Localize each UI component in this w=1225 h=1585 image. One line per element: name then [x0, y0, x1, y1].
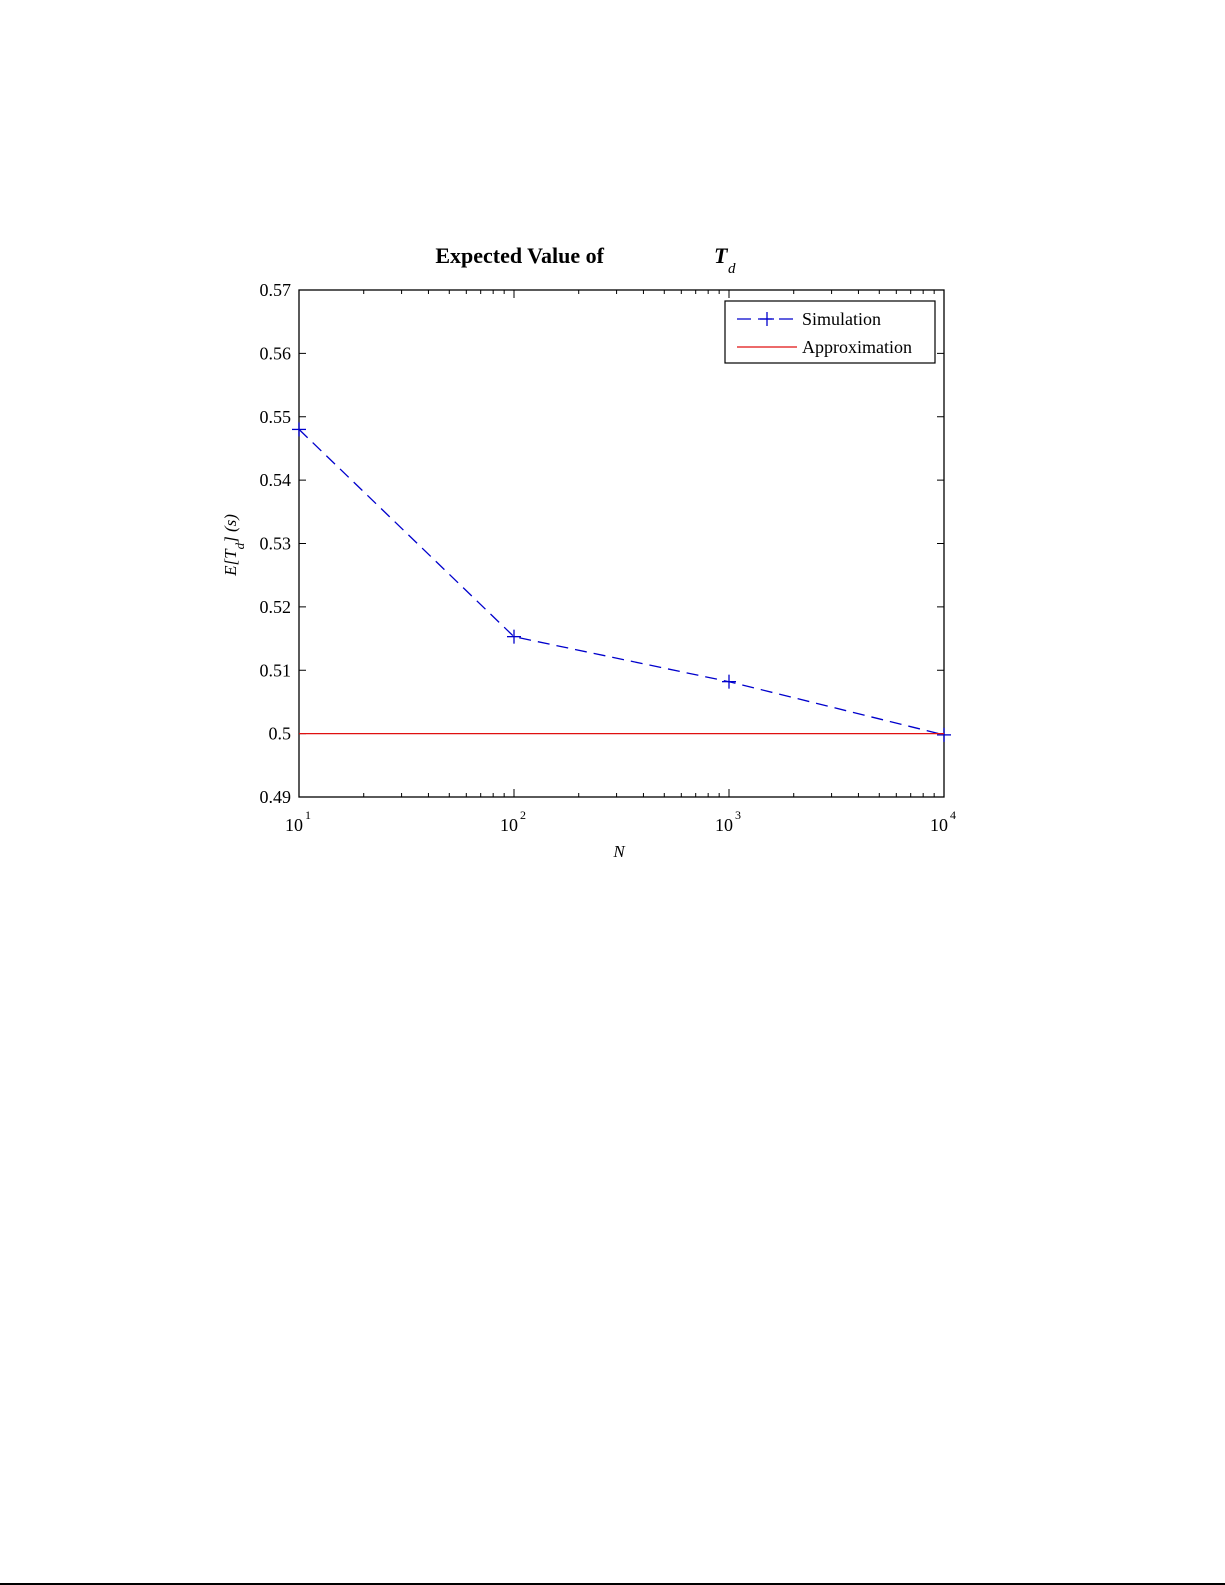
y-tick-label: 0.54 — [259, 470, 291, 491]
legend-label-approximation: Approximation — [802, 337, 912, 357]
plot-frame — [299, 290, 944, 797]
x-tick-label-exponent: 4 — [950, 808, 956, 822]
x-tick-label-base: 10 — [930, 815, 948, 835]
x-axis-label: N — [613, 842, 625, 861]
legend-label-simulation: Simulation — [802, 309, 882, 329]
chart-title — [435, 243, 736, 277]
x-tick-label-exponent: 2 — [520, 808, 526, 822]
y-tick-label: 0.57 — [259, 280, 291, 300]
x-tick-label-exponent: 1 — [305, 808, 311, 822]
chart-title-text: Expected Value of — [435, 243, 604, 268]
x-tick-label-base: 10 — [500, 815, 518, 835]
y-tick-label: 0.49 — [259, 787, 291, 807]
y-axis-label: $E[T_d]$ (s) — [221, 514, 247, 576]
y-tick-label: 0.52 — [259, 596, 291, 617]
y-tick-label: 0.51 — [259, 660, 291, 681]
y-tick-label: 0.53 — [259, 533, 291, 554]
y-tick-label: 0.55 — [259, 406, 291, 427]
plot-area — [299, 290, 944, 797]
y-tick-label: 0.5 — [268, 723, 291, 744]
x-tick-label-exponent: 3 — [735, 808, 741, 822]
x-tick-label-base: 10 — [715, 815, 733, 835]
x-axis-tick-labels — [285, 808, 956, 835]
y-axis-tick-labels — [260, 280, 292, 807]
x-tick-label-base: 10 — [285, 815, 303, 835]
chart-title-subscript: d — [728, 261, 736, 277]
chart-title-symbol: T — [714, 243, 728, 268]
y-tick-label: 0.56 — [259, 343, 291, 364]
legend — [725, 301, 935, 363]
